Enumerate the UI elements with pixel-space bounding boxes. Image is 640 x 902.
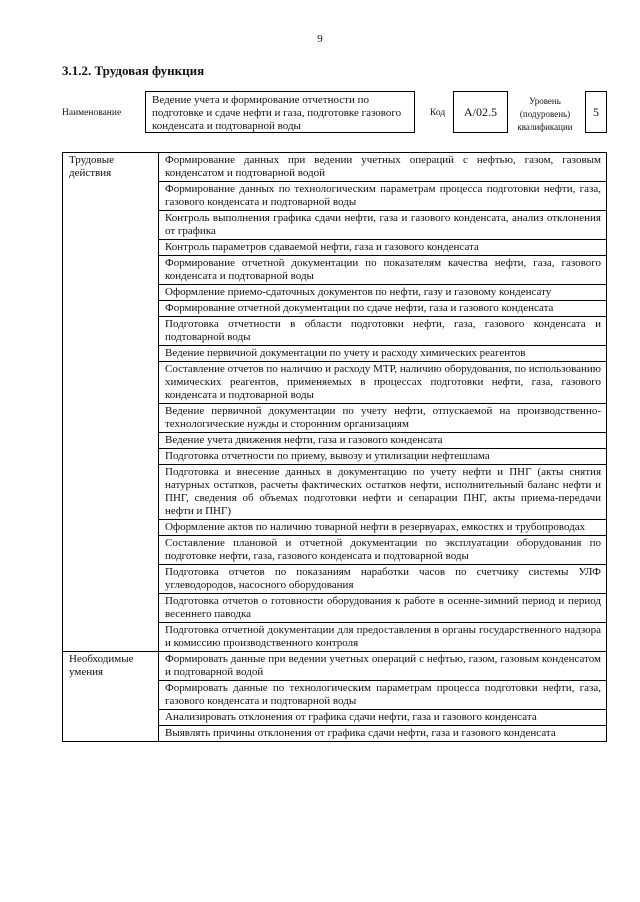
function-name-field: Ведение учета и формирование отчетности по подготовке и сдаче нефти и газа, подготовке газового конденсата и подтоварной воды [145,91,415,133]
item-cell: Ведение учета движения нефти, газа и газового конденсата [159,433,607,449]
item-cell: Контроль выполнения графика сдачи нефти, газа и газового конденсата, анализ отклонения от графика [159,211,607,240]
item-cell: Контроль параметров сдаваемой нефти, газа и газового конденсата [159,240,607,256]
item-cell: Ведение первичной документации по учету нефти, отпускаемой на производственно-технологические нужды и сторонним организациям [159,404,607,433]
code-label: Код [430,108,446,118]
item-cell: Анализировать отклонения от графика сдачи нефти, газа и газового конденсата [159,710,607,726]
item-cell: Формирование отчетной документации по показателям качества нефти, газа, газового конденсата и подтоварной воды [159,256,607,285]
item-cell: Формирование данных при ведении учетных операций с нефтью, газом, газовым конденсатом и подтоварной водой [159,153,607,182]
item-cell: Подготовка отчетности в области подготовки нефти, газа, газового конденсата и подтоварной воды [159,317,607,346]
table-row [63,153,607,182]
item-cell: Подготовка отчетов по показаниям наработки часов по счетчику системы УЛФ углеводородов, насосного оборудования [159,565,607,594]
item-cell: Ведение первичной документации по учету и расходу химических реагентов [159,346,607,362]
item-cell: Оформление приемо-сдаточных документов по нефти, газу и газовому конденсату [159,285,607,301]
qualification-level-label: Уровень (подуровень) квалификации [517,96,573,132]
labor-function-table [62,152,607,742]
item-cell: Составление плановой и отчетной документации по эксплуатации оборудования по подготовке нефти, газа, газового конденсата и подтоварной воды [159,536,607,565]
item-cell: Формирование отчетной документации по сдаче нефти, газа и газового конденсата [159,301,607,317]
item-cell: Формировать данные по технологическим параметрам процесса подготовки нефти, газа, газового конденсата и подтоварной воды [159,681,607,710]
item-cell: Подготовка отчетности по приему, вывозу и утилизации нефтешлама [159,449,607,465]
table-row [63,652,607,681]
item-cell: Выявлять причины отклонения от графика сдачи нефти, газа и газового конденсата [159,726,607,742]
item-cell: Подготовка отчетной документации для предоставления в органы государственного надзора и комиссию производственного контроля [159,623,607,652]
item-cell: Подготовка и внесение данных в документацию по учету нефти и ПНГ (акты снятия натурных остатков, расчеты фактических остатков нефти, исполнительный баланс нефти и ПНГ, сведения об объемах подготовки нефти и сепарации ПНГ, акты приема-передачи нефти и ПНГ) [159,465,607,520]
category-cell: Трудовые действия [63,153,159,652]
item-cell: Формирование данных по технологическим параметрам процесса подготовки нефти, газа, газового конденсата и подтоварной воды [159,182,607,211]
function-code-field: А/02.5 [453,91,508,133]
item-cell: Составление отчетов по наличию и расходу МТР, наличию оборудования, по использованию химических реагентов, применяемых в процессах подготовки нефти, газа, газового конденсата и подтоварной воды [159,362,607,404]
section-title: 3.1.2. Трудовая функция [62,63,205,78]
item-cell: Формировать данные при ведении учетных операций с нефтью, газом, газовым конденсатом и подтоварной водой [159,652,607,681]
item-cell: Подготовка отчетов о готовности оборудования к работе в осенне-зимний период и период весеннего паводка [159,594,607,623]
page-number: 9 [317,33,323,45]
name-label: Наименование [62,108,122,118]
qualification-level-field: 5 [585,91,607,133]
category-cell: Необходимые умения [63,652,159,742]
item-cell: Оформление актов по наличию товарной нефти в резервуарах, емкостях и трубопроводах [159,520,607,536]
